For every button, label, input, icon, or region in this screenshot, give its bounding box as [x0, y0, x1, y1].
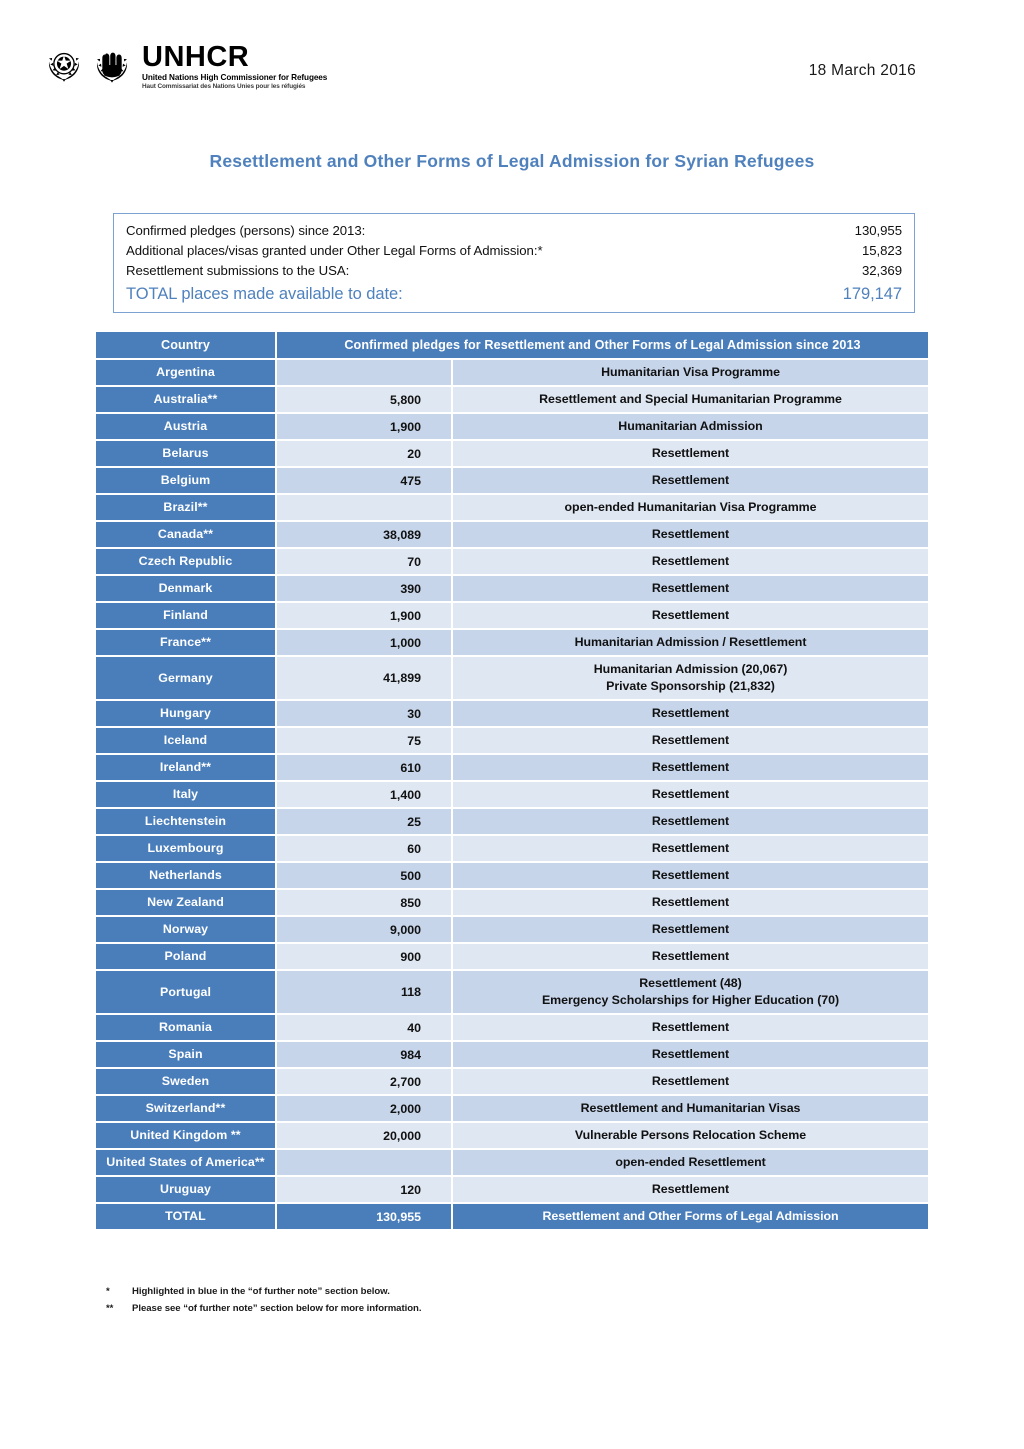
unhcr-logo [42, 42, 327, 91]
cell-programme-description: Resettlement and Humanitarian Visas [453, 1096, 928, 1123]
cell-country: Austria [96, 414, 277, 441]
cell-pledge-number: 118 [277, 971, 453, 1015]
table-row [96, 468, 928, 495]
footnote-marker: ** [106, 1303, 114, 1314]
cell-programme-description: Resettlement [453, 1042, 928, 1069]
table-row [96, 414, 928, 441]
cell-country: Uruguay [96, 1177, 277, 1204]
table-row [96, 1150, 928, 1177]
cell-country: United States of America** [96, 1150, 277, 1177]
cell-pledge-number: 25 [277, 809, 453, 836]
cell-country: Belgium [96, 468, 277, 495]
table-row [96, 944, 928, 971]
cell-pledge-number: 5,800 [277, 387, 453, 414]
logo-emblems [42, 43, 134, 87]
cell-pledge-number [277, 495, 453, 522]
table-row [96, 782, 928, 809]
table-row [96, 522, 928, 549]
cell-country: Finland [96, 603, 277, 630]
cell-country: Poland [96, 944, 277, 971]
cell-pledge-number: 60 [277, 836, 453, 863]
cell-programme-description: Resettlement [453, 917, 928, 944]
cell-pledge-number: 1,400 [277, 782, 453, 809]
cell-country: Italy [96, 782, 277, 809]
cell-pledge-number: 9,000 [277, 917, 453, 944]
footnote-double-asterisk [106, 1300, 806, 1317]
summary-value: 130,955 [854, 223, 902, 238]
cell-pledge-number: 475 [277, 468, 453, 495]
cell-programme-description: open-ended Resettlement [453, 1150, 928, 1177]
cell-pledge-number: 40 [277, 1015, 453, 1042]
summary-value: 32,369 [861, 263, 902, 278]
cell-programme-description: Resettlement [453, 863, 928, 890]
cell-programme-description: Resettlement (48) Emergency Scholarships for Higher Education (70) [453, 971, 928, 1015]
cell-pledge-number [277, 360, 453, 387]
table-row [96, 630, 928, 657]
cell-programme-description: Humanitarian Admission / Resettlement [453, 630, 928, 657]
cell-programme-description: Vulnerable Persons Relocation Scheme [453, 1123, 928, 1150]
logo-acronym: UNHCR [142, 41, 250, 73]
table-row [96, 890, 928, 917]
summary-box [113, 213, 915, 313]
cell-programme-description: Resettlement [453, 1069, 928, 1096]
cell-programme-description: Resettlement [453, 701, 928, 728]
cell-pledge-number: 2,700 [277, 1069, 453, 1096]
table-row [96, 1096, 928, 1123]
cell-programme-description: Resettlement [453, 809, 928, 836]
cell-programme-description: Humanitarian Admission [453, 414, 928, 441]
cell-country: Luxembourg [96, 836, 277, 863]
cell-programme-description: Humanitarian Visa Programme [453, 360, 928, 387]
cell-country: United Kingdom ** [96, 1123, 277, 1150]
cell-country: France** [96, 630, 277, 657]
cell-country: Czech Republic [96, 549, 277, 576]
cell-country: Germany [96, 657, 277, 701]
summary-value: 15,823 [861, 243, 902, 258]
cell-pledge-number: 900 [277, 944, 453, 971]
table-row [96, 576, 928, 603]
cell-programme-description: Resettlement [453, 836, 928, 863]
cell-pledge-number: 20,000 [277, 1123, 453, 1150]
table-row [96, 495, 928, 522]
document-date: 18 March 2016 [808, 62, 916, 79]
table-row [96, 1015, 928, 1042]
table-row [96, 1042, 928, 1069]
footnote-text: Please see “of further note” section below for more information. [132, 1303, 422, 1314]
cell-country: Argentina [96, 360, 277, 387]
table-header-row [96, 332, 928, 360]
cell-country: Netherlands [96, 863, 277, 890]
unhcr-hands-emblem-icon [90, 43, 134, 87]
cell-country: Denmark [96, 576, 277, 603]
summary-row [126, 261, 902, 281]
cell-programme-description: Resettlement [453, 1177, 928, 1204]
cell-pledge-number: 2,000 [277, 1096, 453, 1123]
summary-row [126, 221, 902, 241]
cell-programme-description: Humanitarian Admission (20,067) Private Sponsorship (21,832) [453, 657, 928, 701]
summary-label: Confirmed pledges (persons) since 2013: [126, 223, 366, 238]
page-title: Resettlement and Other Forms of Legal Admission for Syrian Refugees [209, 151, 815, 171]
column-header-pledges: Confirmed pledges for Resettlement and Other Forms of Legal Admission since 2013 [277, 332, 928, 360]
cell-pledge-number: 1,900 [277, 603, 453, 630]
cell-pledge-number: 390 [277, 576, 453, 603]
cell-pledge-number: 984 [277, 1042, 453, 1069]
column-header-country: Country [96, 332, 277, 360]
table-row [96, 836, 928, 863]
cell-programme-description: Resettlement [453, 944, 928, 971]
cell-country: Norway [96, 917, 277, 944]
table-row [96, 603, 928, 630]
cell-pledge-number: 120 [277, 1177, 453, 1204]
cell-pledge-number [277, 1150, 453, 1177]
table-row [96, 917, 928, 944]
cell-programme-description: Resettlement [453, 468, 928, 495]
table-row [96, 657, 928, 701]
footnote-marker: * [106, 1286, 110, 1297]
cell-programme-description: Resettlement [453, 782, 928, 809]
summary-total-row [126, 282, 902, 306]
table-row [96, 549, 928, 576]
cell-total-number: 130,955 [277, 1204, 453, 1229]
table-row [96, 809, 928, 836]
cell-country: Hungary [96, 701, 277, 728]
cell-pledge-number: 75 [277, 728, 453, 755]
cell-pledge-number: 38,089 [277, 522, 453, 549]
footnote-text: Highlighted in blue in the “of further note” section below. [132, 1286, 390, 1297]
page-header [0, 40, 1024, 104]
logo-subtitle-french: Haut Commissariat des Nations Unies pour les réfugiés [142, 83, 306, 90]
cell-pledge-number: 20 [277, 441, 453, 468]
cell-pledge-number: 1,000 [277, 630, 453, 657]
table-body [96, 360, 928, 1229]
cell-country: Belarus [96, 441, 277, 468]
summary-total-label: TOTAL places made available to date: [126, 285, 403, 303]
table-row [96, 755, 928, 782]
pledges-table [96, 332, 928, 1229]
cell-pledge-number: 610 [277, 755, 453, 782]
cell-programme-description: Resettlement [453, 728, 928, 755]
table-row [96, 1123, 928, 1150]
table-row [96, 441, 928, 468]
cell-country: Canada** [96, 522, 277, 549]
cell-programme-description: Resettlement [453, 576, 928, 603]
cell-country: Australia** [96, 387, 277, 414]
summary-label: Resettlement submissions to the USA: [126, 263, 350, 278]
cell-programme-description: Resettlement [453, 441, 928, 468]
summary-total-value: 179,147 [842, 285, 902, 303]
cell-country: Brazil** [96, 495, 277, 522]
cell-total-label: TOTAL [96, 1204, 277, 1229]
cell-pledge-number: 41,899 [277, 657, 453, 701]
cell-country: Iceland [96, 728, 277, 755]
cell-pledge-number: 70 [277, 549, 453, 576]
cell-total-description: Resettlement and Other Forms of Legal Admission [453, 1204, 928, 1229]
table-row [96, 728, 928, 755]
un-globe-emblem-icon [42, 43, 86, 87]
footnotes [106, 1283, 806, 1317]
cell-country: Switzerland** [96, 1096, 277, 1123]
cell-country: Portugal [96, 971, 277, 1015]
table-row [96, 863, 928, 890]
cell-country: New Zealand [96, 890, 277, 917]
table-row [96, 1069, 928, 1096]
cell-pledge-number: 30 [277, 701, 453, 728]
table-total-row [96, 1204, 928, 1229]
footnote-single-asterisk [106, 1283, 806, 1300]
cell-pledge-number: 500 [277, 863, 453, 890]
table-row [96, 701, 928, 728]
cell-country: Liechtenstein [96, 809, 277, 836]
cell-programme-description: Resettlement [453, 603, 928, 630]
logo-subtitle-english: United Nations High Commissioner for Refugees [142, 73, 328, 82]
summary-label: Additional places/visas granted under Other Legal Forms of Admission:* [126, 243, 543, 258]
table-row [96, 360, 928, 387]
cell-programme-description: Resettlement [453, 1015, 928, 1042]
table-row [96, 1177, 928, 1204]
summary-row [126, 241, 902, 261]
cell-pledge-number: 850 [277, 890, 453, 917]
logo-wordmark [142, 42, 327, 91]
cell-pledge-number: 1,900 [277, 414, 453, 441]
cell-programme-description: Resettlement and Special Humanitarian Programme [453, 387, 928, 414]
table-row [96, 387, 928, 414]
cell-programme-description: open-ended Humanitarian Visa Programme [453, 495, 928, 522]
table-row [96, 971, 928, 1015]
cell-country: Ireland** [96, 755, 277, 782]
cell-country: Romania [96, 1015, 277, 1042]
cell-country: Spain [96, 1042, 277, 1069]
cell-programme-description: Resettlement [453, 755, 928, 782]
cell-programme-description: Resettlement [453, 522, 928, 549]
cell-country: Sweden [96, 1069, 277, 1096]
cell-programme-description: Resettlement [453, 549, 928, 576]
cell-programme-description: Resettlement [453, 890, 928, 917]
